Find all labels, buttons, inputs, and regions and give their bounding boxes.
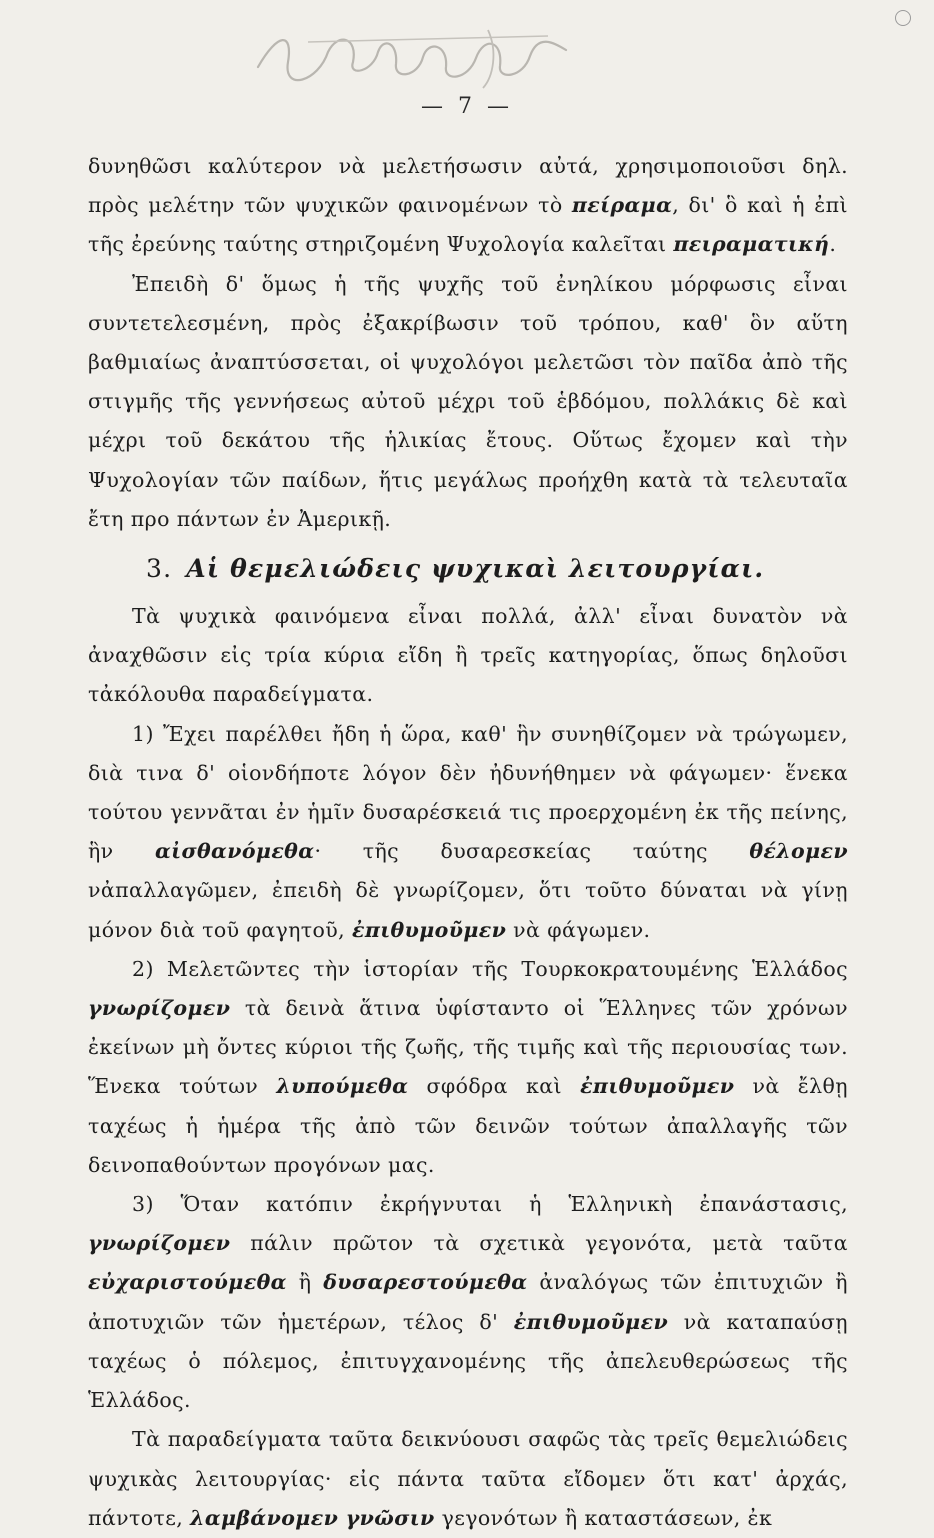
section-heading	[146, 545, 848, 593]
paragraph-3	[88, 715, 848, 950]
emphasized-term: λυπούμεθα	[276, 1074, 409, 1099]
emphasized-term: πείραμα	[571, 193, 673, 218]
emphasized-term: γνωρίζομεν	[88, 996, 231, 1021]
text-run: γεγονότων ἢ καταστάσεων, ἐκ	[434, 1505, 773, 1530]
paragraph-5	[88, 1185, 848, 1420]
paragraph-0	[88, 147, 848, 265]
text-run: Ἐπειδὴ δ' ὅμως ἡ τῆς ψυχῆς τοῦ ἐνηλίκου μόρφωσις εἶναι συντετελεσμένη, πρὸς ἐξακρίβωσιν τοῦ τρόπου, καθ' ὃν αὕτη βαθμιαίως ἀναπτύσσεται, οἱ ψυχολόγοι μελετῶσι τὸν παῖδα ἀπὸ τῆς στιγμῆς τῆς γεννήσεως αὐτοῦ μέχρι τοῦ ἑβδόμου, πολλάκις δὲ καὶ μέχρι τοῦ δεκάτου τῆς ἡλικίας ἔτους. Οὕτως ἔχομεν καὶ τὴν Ψυχολογίαν τῶν παίδων, ἥτις μεγάλως προήχθη κατὰ τὰ τελευταῖα ἔτη προ πάντων ἐν Ἀμερικῇ.	[88, 271, 848, 531]
text-run: Τὰ παραδείγματα ταῦτα δεικνύουσι σαφῶς τὰς τρεῖς θεμελιώδεις ψυχικὰς λειτουργίας· εἰς πάντα ταῦτα εἴδομεν ὅτι κατ' ἀρχάς, πάντοτε,	[88, 1427, 848, 1530]
emphasized-term: θέλομεν	[749, 839, 848, 864]
page-number: — 7 —	[421, 94, 513, 119]
emphasized-term: δυσαρεστούμεθα	[323, 1270, 528, 1295]
text-run: πάλιν πρῶτον τὰ σχετικὰ γεγονότα, μετὰ ταῦτα	[230, 1231, 848, 1256]
text-run: νὰ ἔλθῃ ταχέως ἡ ἡμέρα τῆς ἀπὸ τῶν δεινῶν τούτων ἀπαλλαγῆς τῶν δεινοπαθούντων προγόνων μας.	[88, 1074, 848, 1177]
text-run: 1) Ἔχει παρέλθει ἤδη ἡ ὥρα, καθ' ἣν συνηθίζομεν νὰ τρώγωμεν, διὰ τινα δ' οἱονδήποτε λόγον δὲν ἠδυνήθημεν νὰ φάγωμεν· ἕνεκα τούτου γεννᾶται ἐν ἡμῖν δυσαρέσκειά τις προερχομένη ἐκ τῆς πείνης, ἣν	[88, 721, 848, 864]
emphasized-term: ἐπιθυμοῦμεν	[351, 917, 507, 942]
emphasized-term: ἐπιθυμοῦμεν	[580, 1074, 735, 1099]
text-run: νἀπαλλαγῶμεν, ἐπειδὴ δὲ γνωρίζομεν, ὅτι τοῦτο δύναται νὰ γίνῃ μόνον διὰ τοῦ φαγητοῦ,	[88, 878, 848, 942]
text-run: .	[829, 232, 837, 257]
text-run: δυνηθῶσι καλύτερον νὰ μελετήσωσιν αὐτά, χρησιμοποιοῦσι δηλ. πρὸς μελέτην τῶν ψυχικῶν φαινομένων τὸ	[88, 154, 848, 218]
text-run: ἀναλόγως τῶν ἐπιτυχιῶν ἢ ἀποτυχιῶν τῶν ἡμετέρων, τέλος δ'	[88, 1270, 848, 1334]
text-run: , δι' ὃ καὶ ἡ ἐπὶ τῆς ἐρεύνης ταύτης στηριζομένη Ψυχολογία καλεῖται	[88, 193, 848, 257]
emphasized-term: ἐπιθυμοῦμεν	[513, 1309, 669, 1334]
text-run: νὰ φάγωμεν.	[506, 917, 651, 942]
text-run: νὰ καταπαύσῃ ταχέως ὁ πόλεμος, ἐπιτυγχανομένης τῆς ἀπελευθερώσεως τῆς Ἑλλάδος.	[88, 1309, 848, 1413]
text-run: 2) Μελετῶντες τὴν ἱστορίαν τῆς Τουρκοκρατουμένης Ἑλλάδος	[132, 956, 848, 981]
emphasized-term: πειραματική	[673, 232, 830, 257]
emphasized-term: λαμβάνομεν γνῶσιν	[190, 1505, 435, 1530]
paragraph-6	[88, 1420, 848, 1538]
text-run: · τῆς δυσαρεσκείας ταύτης	[314, 839, 750, 864]
corner-circle-mark	[895, 10, 911, 26]
text-run: Τὰ ψυχικὰ φαινόμενα εἶναι πολλά, ἀλλ' εἶναι δυνατὸν νὰ ἀναχθῶσιν εἰς τρία κύρια εἴδη ἢ τρεῖς κατηγορίας, ὅπως δηλοῦσι τἀκόλουθα παραδείγματα.	[88, 604, 848, 707]
section-number: 3.	[146, 554, 173, 584]
paragraph-2	[88, 597, 848, 715]
section-title: Αἱ θεμελιώδεις ψυχικαὶ λειτουργίαι.	[186, 554, 765, 584]
paragraph-4	[88, 950, 848, 1185]
emphasized-term: γνωρίζομεν	[88, 1231, 231, 1256]
handwritten-signature	[248, 22, 578, 92]
emphasized-term: εὐχαριστούμεθα	[88, 1270, 287, 1295]
text-run: ἢ	[286, 1270, 324, 1295]
body-text	[88, 147, 848, 1538]
text-run: τὰ δεινὰ ἅτινα ὑφίσταντο οἱ Ἕλληνες τῶν χρόνων ἐκείνων μὴ ὄντες κύριοι τῆς ζωῆς, τῆς τιμῆς καὶ τῆς περιουσίας των. Ἕνεκα τούτων	[88, 996, 848, 1099]
text-run: σφόδρα καὶ	[408, 1074, 581, 1099]
text-run: 3) Ὅταν κατόπιν ἐκρήγνυται ἡ Ἑλληνικὴ ἐπανάστασις,	[132, 1192, 848, 1217]
emphasized-term: αἰσθανόμεθα	[154, 839, 315, 864]
paragraph-1	[88, 265, 848, 539]
